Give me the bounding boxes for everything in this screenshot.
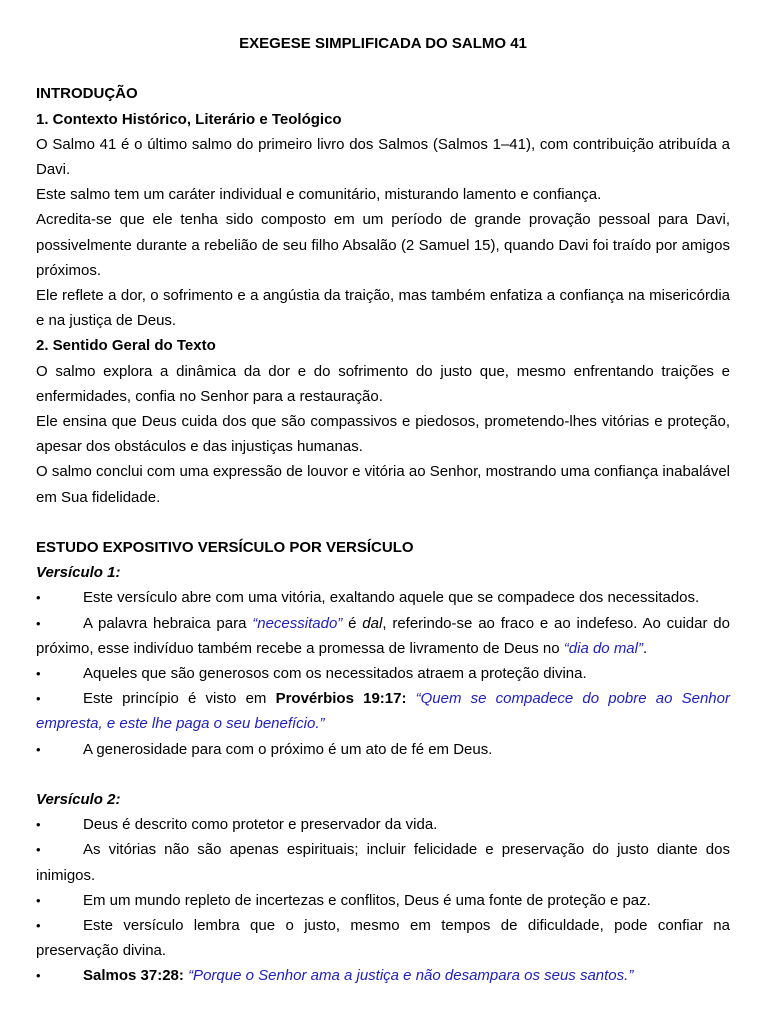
verse-1-list <box>36 585 730 761</box>
paragraph: Ele reflete a dor, o sofrimento e a angústia da traição, mas também enfatiza a confiança na misericórdia e na justiça de Deus. <box>36 287 730 330</box>
list-item: • A palavra hebraica para “necessitado” é dal, referindo-se ao fraco e ao indefeso. Ao cuidar do próximo, esse indivíduo também recebe a promessa de livramento de Deus no “dia do mal”. <box>36 611 730 661</box>
list-item: • Em um mundo repleto de incertezas e conflitos, Deus é uma fonte de proteção e paz. <box>36 888 730 913</box>
list-item: • Este versículo lembra que o justo, mesmo em tempos de dificuldade, pode confiar na preservação divina. <box>36 913 730 963</box>
intro-heading: INTRODUÇÃO <box>36 85 138 103</box>
paragraph: O salmo explora a dinâmica da dor e do sofrimento do justo que, mesmo enfrentando traições e enfermidades, confia no Senhor para a restauração. <box>36 362 730 405</box>
document-title: EXEGESE SIMPLIFICADA DO SALMO 41 <box>239 35 527 52</box>
spacer <box>36 56 730 81</box>
section-2-heading: 2. Sentido Geral do Texto <box>36 337 216 355</box>
list-item: • A generosidade para com o próximo é um ato de fé em Deus. <box>36 737 730 762</box>
spacer <box>36 762 730 787</box>
list-item: • Este versículo abre com uma vitória, exaltando aquele que se compadece dos necessitados. <box>36 585 730 610</box>
document-page <box>36 31 730 989</box>
list-item: • As vitórias não são apenas espirituais; incluir felicidade e preservação do justo diante dos inimigos. <box>36 837 730 887</box>
list-item: • Este princípio é visto em Provérbios 19:17: “Quem se compadece do pobre ao Senhor empresta, e este lhe paga o seu benefício.” <box>36 686 730 736</box>
paragraph: Acredita-se que ele tenha sido composto em um período de grande provação pessoal para Davi, possivelmente durante a rebelião de seu filho Absalão (2 Samuel 15), quando Davi foi traído por amigos próximos. <box>36 211 730 279</box>
section-1-heading: 1. Contexto Histórico, Literário e Teológico <box>36 110 342 128</box>
paragraph: O Salmo 41 é o último salmo do primeiro livro dos Salmos (Salmos 1–41), com contribuição atribuída a Davi. <box>36 135 730 178</box>
paragraph: Ele ensina que Deus cuida dos que são compassivos e piedosos, prometendo-lhes vitórias e proteção, apesar dos obstáculos e das injustiças humanas. <box>36 413 730 456</box>
study-heading: ESTUDO EXPOSITIVO VERSÍCULO POR VERSÍCULO <box>36 539 414 557</box>
verse-1-label: Versículo 1: <box>36 564 121 582</box>
list-item: • Aqueles que são generosos com os necessitados atraem a proteção divina. <box>36 661 730 686</box>
list-item: • Deus é descrito como protetor e preservador da vida. <box>36 812 730 837</box>
verse-2-list <box>36 812 730 988</box>
verse-2-label: Versículo 2: <box>36 791 121 809</box>
spacer <box>36 510 730 535</box>
list-item: • Salmos 37:28: “Porque o Senhor ama a justiça e não desampara os seus santos.” <box>36 963 730 988</box>
paragraph: Este salmo tem um caráter individual e comunitário, misturando lamento e confiança. <box>36 186 602 204</box>
paragraph: O salmo conclui com uma expressão de louvor e vitória ao Senhor, mostrando uma confiança inabalável em Sua fidelidade. <box>36 463 730 506</box>
